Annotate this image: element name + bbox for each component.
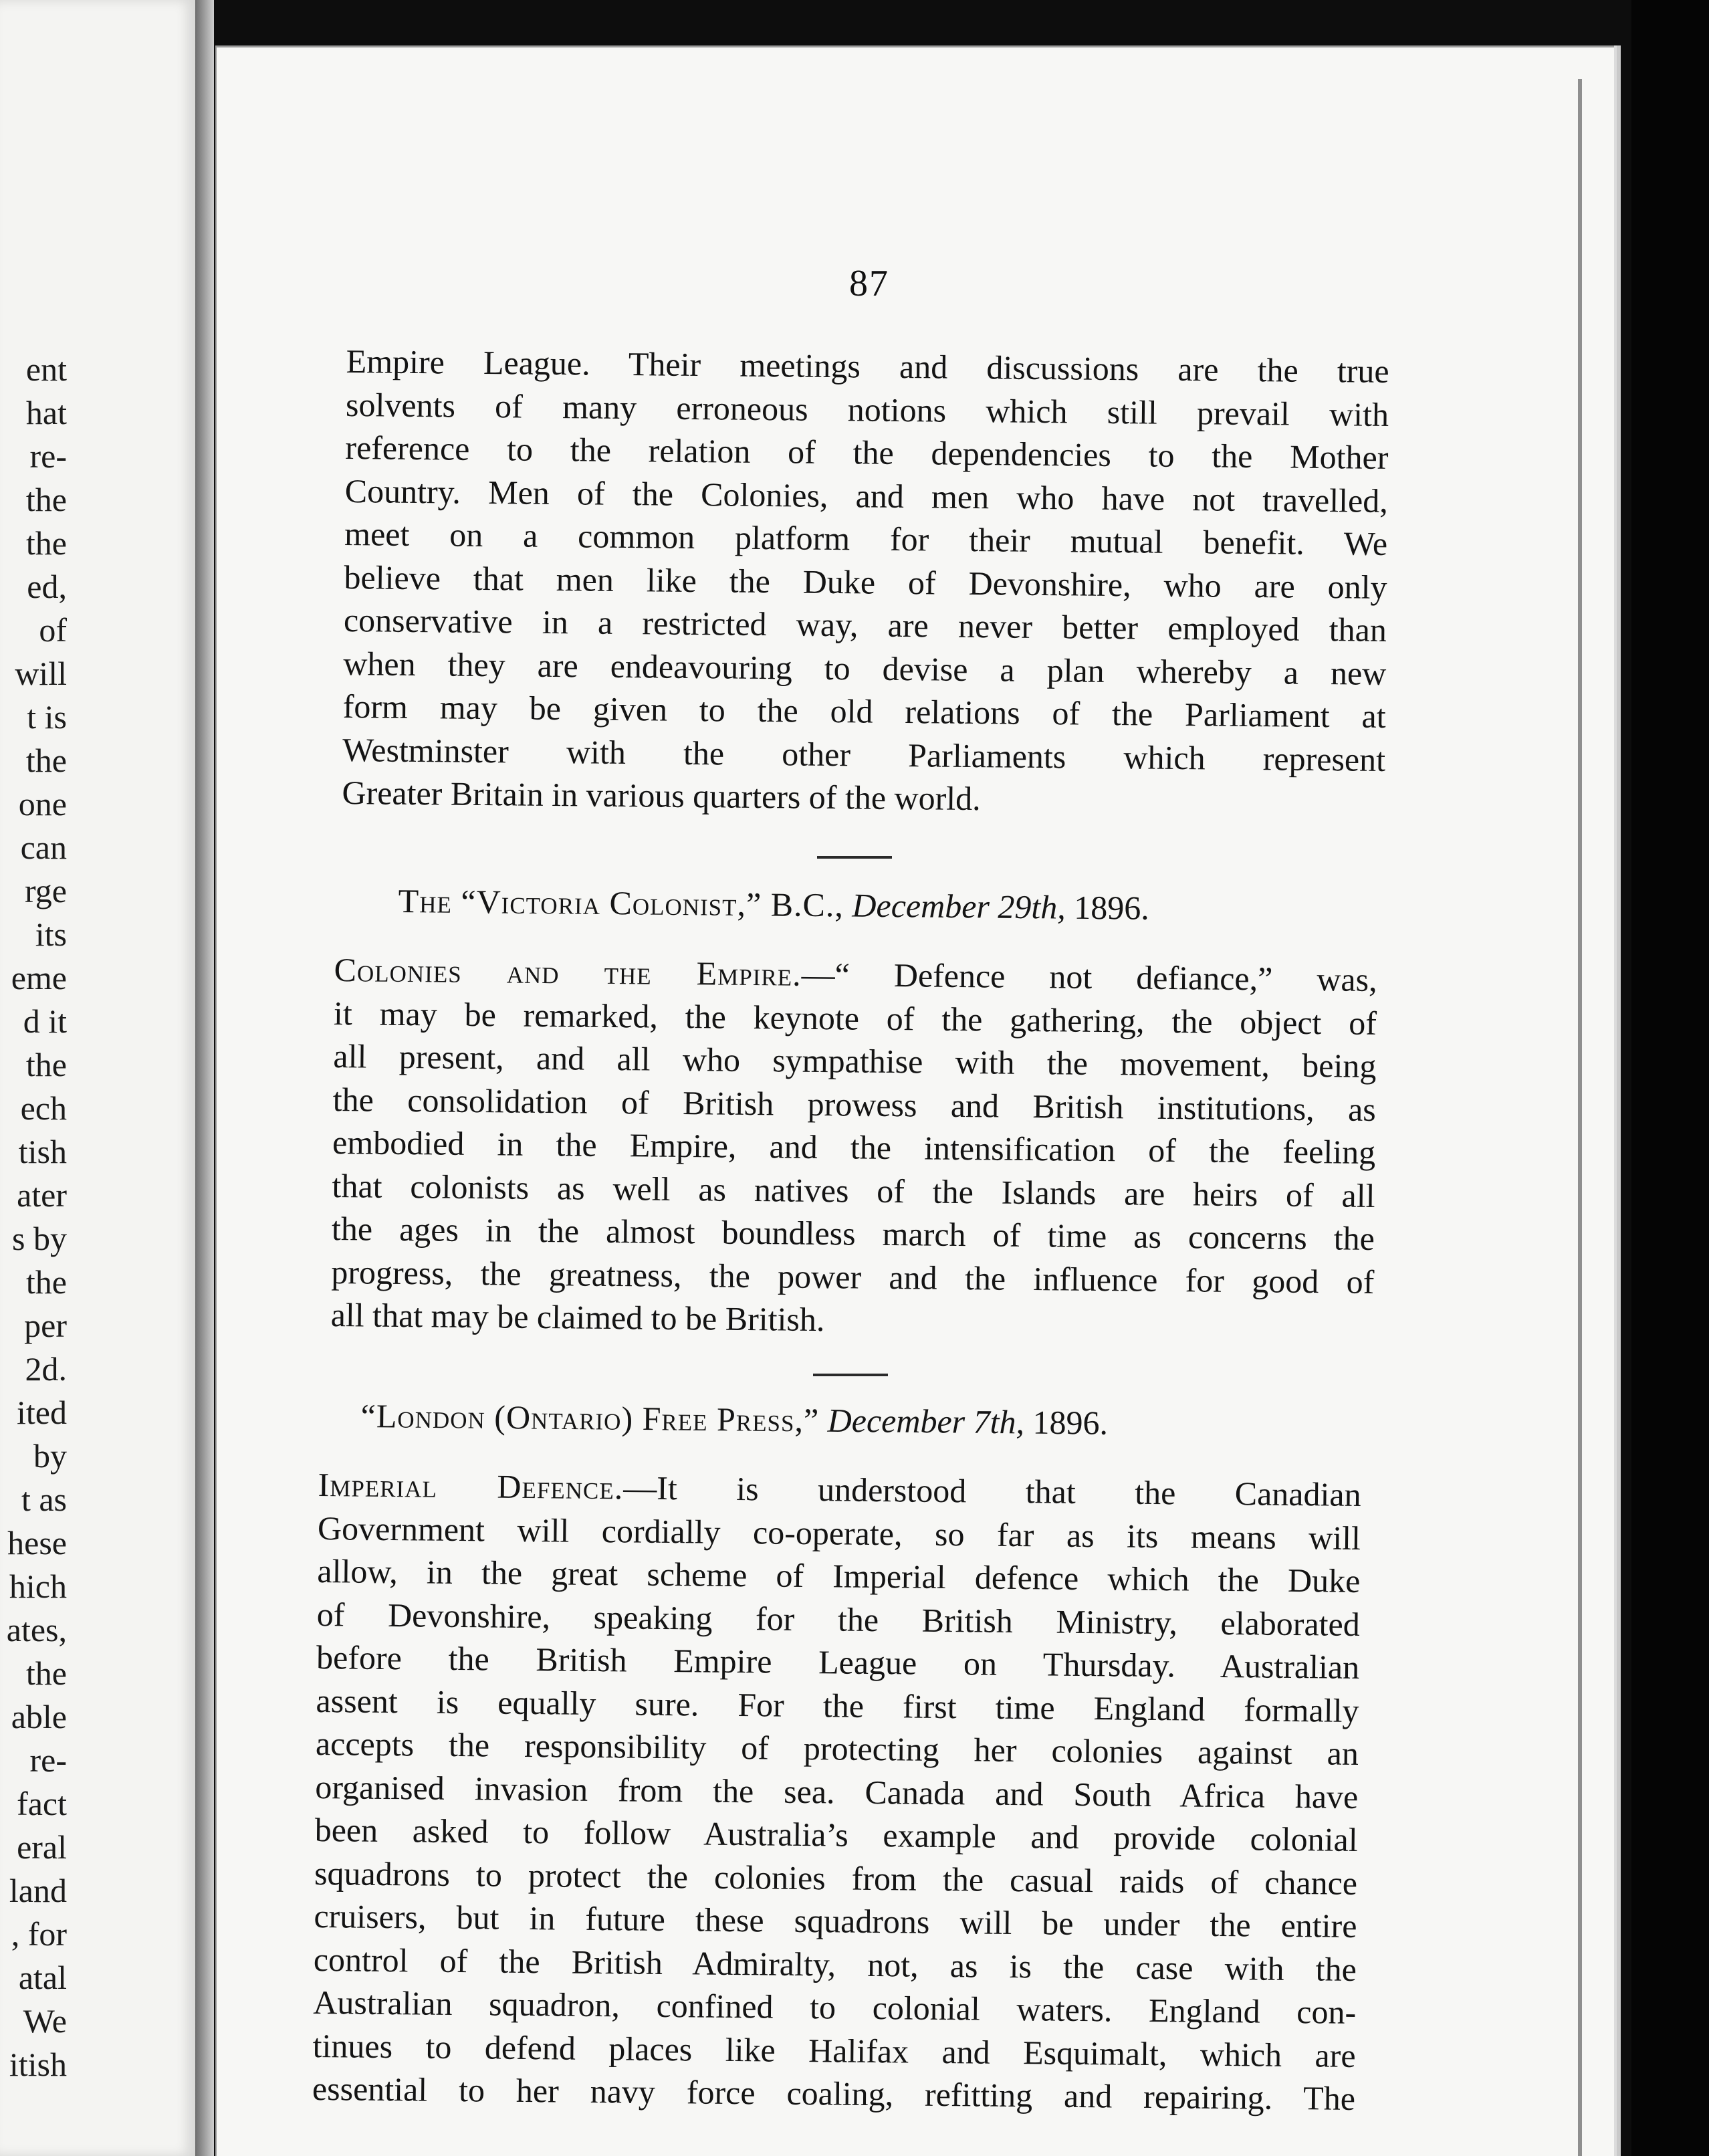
left-page-line-fragment: fact bbox=[17, 1785, 67, 1822]
heading-year: 1896. bbox=[1074, 888, 1150, 927]
section-heading-london-free-press bbox=[360, 1396, 1108, 1442]
section-victoria-colonist-body bbox=[330, 948, 1377, 1346]
section-heading-victoria-colonist bbox=[398, 881, 1149, 928]
left-page-line-fragment: hese bbox=[7, 1524, 67, 1561]
intro-paragraph bbox=[342, 340, 1389, 824]
left-page-line-fragment: ates, bbox=[6, 1611, 67, 1648]
left-page-line-fragment: tish bbox=[18, 1133, 67, 1170]
heading-date: December 29th, bbox=[852, 886, 1066, 926]
text-line: Empire League. Their meetings and discussions are the true bbox=[346, 342, 1389, 390]
left-page-line-fragment: of bbox=[39, 611, 67, 649]
page-edge bbox=[1578, 79, 1582, 2156]
left-page-line-fragment: able bbox=[11, 1698, 67, 1735]
left-page-line-fragment: hat bbox=[25, 394, 67, 431]
left-page-text-fragments bbox=[0, 348, 67, 2086]
heading-source: The “Victoria Colonist,” B.C., bbox=[398, 882, 844, 924]
left-page-line-fragment: ater bbox=[17, 1176, 67, 1214]
text-line: solvents of many erroneous notions which still prevail with bbox=[345, 385, 1389, 433]
left-page-line-fragment: one bbox=[18, 785, 67, 823]
left-page-line-fragment: ent bbox=[25, 350, 67, 388]
left-page-line-fragment: d it bbox=[23, 1002, 67, 1040]
left-page-line-fragment: itish bbox=[9, 2046, 67, 2083]
text-line: all that may be claimed to be British. bbox=[330, 1295, 825, 1339]
text-line: before the British Empire League on Thursday. Australian bbox=[316, 1638, 1360, 1686]
left-page-line-fragment: 2d. bbox=[25, 1350, 67, 1388]
text-line: control of the British Admiralty, not, as is the case with the bbox=[313, 1940, 1357, 1988]
page-number: 87 bbox=[849, 263, 889, 304]
text-line: the ages in the almost boundless march of time as concerns the bbox=[331, 1209, 1375, 1257]
text-line: accepts the responsibility of protecting her colonies against an bbox=[315, 1724, 1359, 1772]
left-page-line-fragment: , for bbox=[11, 1915, 67, 1953]
text-line: conservative in a restricted way, are never better employed than bbox=[343, 601, 1387, 649]
lead-in: Imperial Defence. bbox=[318, 1465, 624, 1507]
heading-year: 1896. bbox=[1032, 1403, 1109, 1442]
left-page-line-fragment: eme bbox=[11, 959, 67, 996]
text-line: reference to the relation of the dependencies to the Mother bbox=[345, 428, 1389, 476]
text-line: Greater Britain in various quarters of the world. bbox=[342, 773, 981, 818]
text-line: Government will cordially co-operate, so far as its means will bbox=[317, 1509, 1361, 1557]
left-page-line-fragment: will bbox=[15, 655, 67, 692]
text-line: all present, and all who sympathise with the movement, being bbox=[333, 1037, 1377, 1085]
heading-date: December 7th, bbox=[827, 1401, 1025, 1441]
lead-in: Colonies and the Empire. bbox=[334, 950, 802, 993]
heading-source: “London (Ontario) Free Press,” bbox=[360, 1397, 820, 1439]
text-line: the consolidation of British prowess and British institutions, as bbox=[332, 1080, 1377, 1128]
text-line: form may be given to the old relations of the Parliament at bbox=[342, 687, 1386, 735]
left-page-line-fragment: land bbox=[9, 1872, 67, 1909]
text-line: Country. Men of the Colonies, and men who have not travelled, bbox=[344, 471, 1389, 520]
left-page-line-fragment: can bbox=[20, 829, 67, 866]
left-page-line-fragment: by bbox=[33, 1437, 67, 1475]
text-line: that colonists as well as natives of the Islands are heirs of all bbox=[332, 1166, 1375, 1214]
book-gutter bbox=[195, 0, 214, 2156]
text-line: embodied in the Empire, and the intensification of the feeling bbox=[332, 1123, 1376, 1171]
text-line: assent is equally sure. For the first time England formally bbox=[316, 1681, 1359, 1729]
section-divider bbox=[817, 856, 892, 859]
text-line: tinues to defend places like Halifax and Esquimalt, which are bbox=[312, 2026, 1356, 2074]
left-page-line-fragment: t as bbox=[21, 1481, 67, 1518]
first-line-text: —It is understood that the Canadian bbox=[622, 1469, 1361, 1513]
text-line: cruisers, but in future these squadrons will be under the entire bbox=[314, 1897, 1357, 1945]
left-page-line-fragment: re- bbox=[29, 1741, 67, 1779]
section-london-free-press-body bbox=[312, 1463, 1361, 2120]
first-line-text: —“ Defence not defiance,” was, bbox=[801, 955, 1377, 998]
left-page-line-fragment: per bbox=[24, 1307, 67, 1344]
left-page-line-fragment: the bbox=[25, 1046, 67, 1083]
left-page-line-fragment: ed, bbox=[27, 568, 67, 605]
left-facing-page bbox=[0, 0, 197, 2156]
left-page-line-fragment: the bbox=[25, 1263, 67, 1301]
left-page-line-fragment: ech bbox=[20, 1089, 67, 1127]
text-line: meet on a common platform for their mutual benefit. We bbox=[344, 514, 1388, 562]
left-page-line-fragment: rge bbox=[25, 872, 67, 909]
text-line: Australian squadron, confined to colonial waters. England con- bbox=[312, 1983, 1357, 2031]
left-page-line-fragment: s by bbox=[12, 1220, 67, 1257]
text-line: believe that men like the Duke of Devonshire, who are only bbox=[344, 558, 1387, 606]
left-page-line-fragment: hich bbox=[9, 1568, 67, 1605]
dark-background bbox=[1631, 0, 1709, 2156]
left-page-line-fragment: re- bbox=[29, 437, 67, 475]
left-page-line-fragment: We bbox=[23, 2002, 67, 2040]
text-line: squadrons to protect the colonies from the casual raids of chance bbox=[314, 1854, 1358, 1902]
left-page-line-fragment: t is bbox=[27, 698, 67, 736]
left-page-line-fragment: the bbox=[25, 481, 67, 518]
text-line: of Devonshire, speaking for the British Ministry, elaborated bbox=[316, 1595, 1361, 1643]
left-page-line-fragment: atal bbox=[18, 1959, 67, 1996]
section-divider bbox=[813, 1374, 888, 1376]
text-line: essential to her navy force coaling, refitting and repairing. The bbox=[312, 2069, 1356, 2117]
text-line: been asked to follow Australia’s example and provide colonial bbox=[314, 1810, 1358, 1858]
left-page-line-fragment: its bbox=[35, 915, 67, 953]
text-line: Westminster with the other Parliaments which represent bbox=[342, 730, 1386, 778]
left-page-line-fragment: the bbox=[25, 742, 67, 779]
text-line: it may be remarked, the keynote of the gathering, the object of bbox=[333, 994, 1377, 1042]
left-page-line-fragment: ited bbox=[17, 1394, 67, 1431]
text-line: progress, the greatness, the power and the influence for good of bbox=[331, 1253, 1375, 1301]
left-page-line-fragment: the bbox=[25, 1654, 67, 1692]
text-line: when they are endeavouring to devise a plan whereby a new bbox=[343, 644, 1387, 692]
left-page-line-fragment: eral bbox=[17, 1828, 67, 1866]
text-line: allow, in the great scheme of Imperial defence which the Duke bbox=[317, 1551, 1361, 1600]
text-line: organised invasion from the sea. Canada and South Africa have bbox=[315, 1767, 1359, 1816]
left-page-line-fragment: the bbox=[25, 524, 67, 562]
